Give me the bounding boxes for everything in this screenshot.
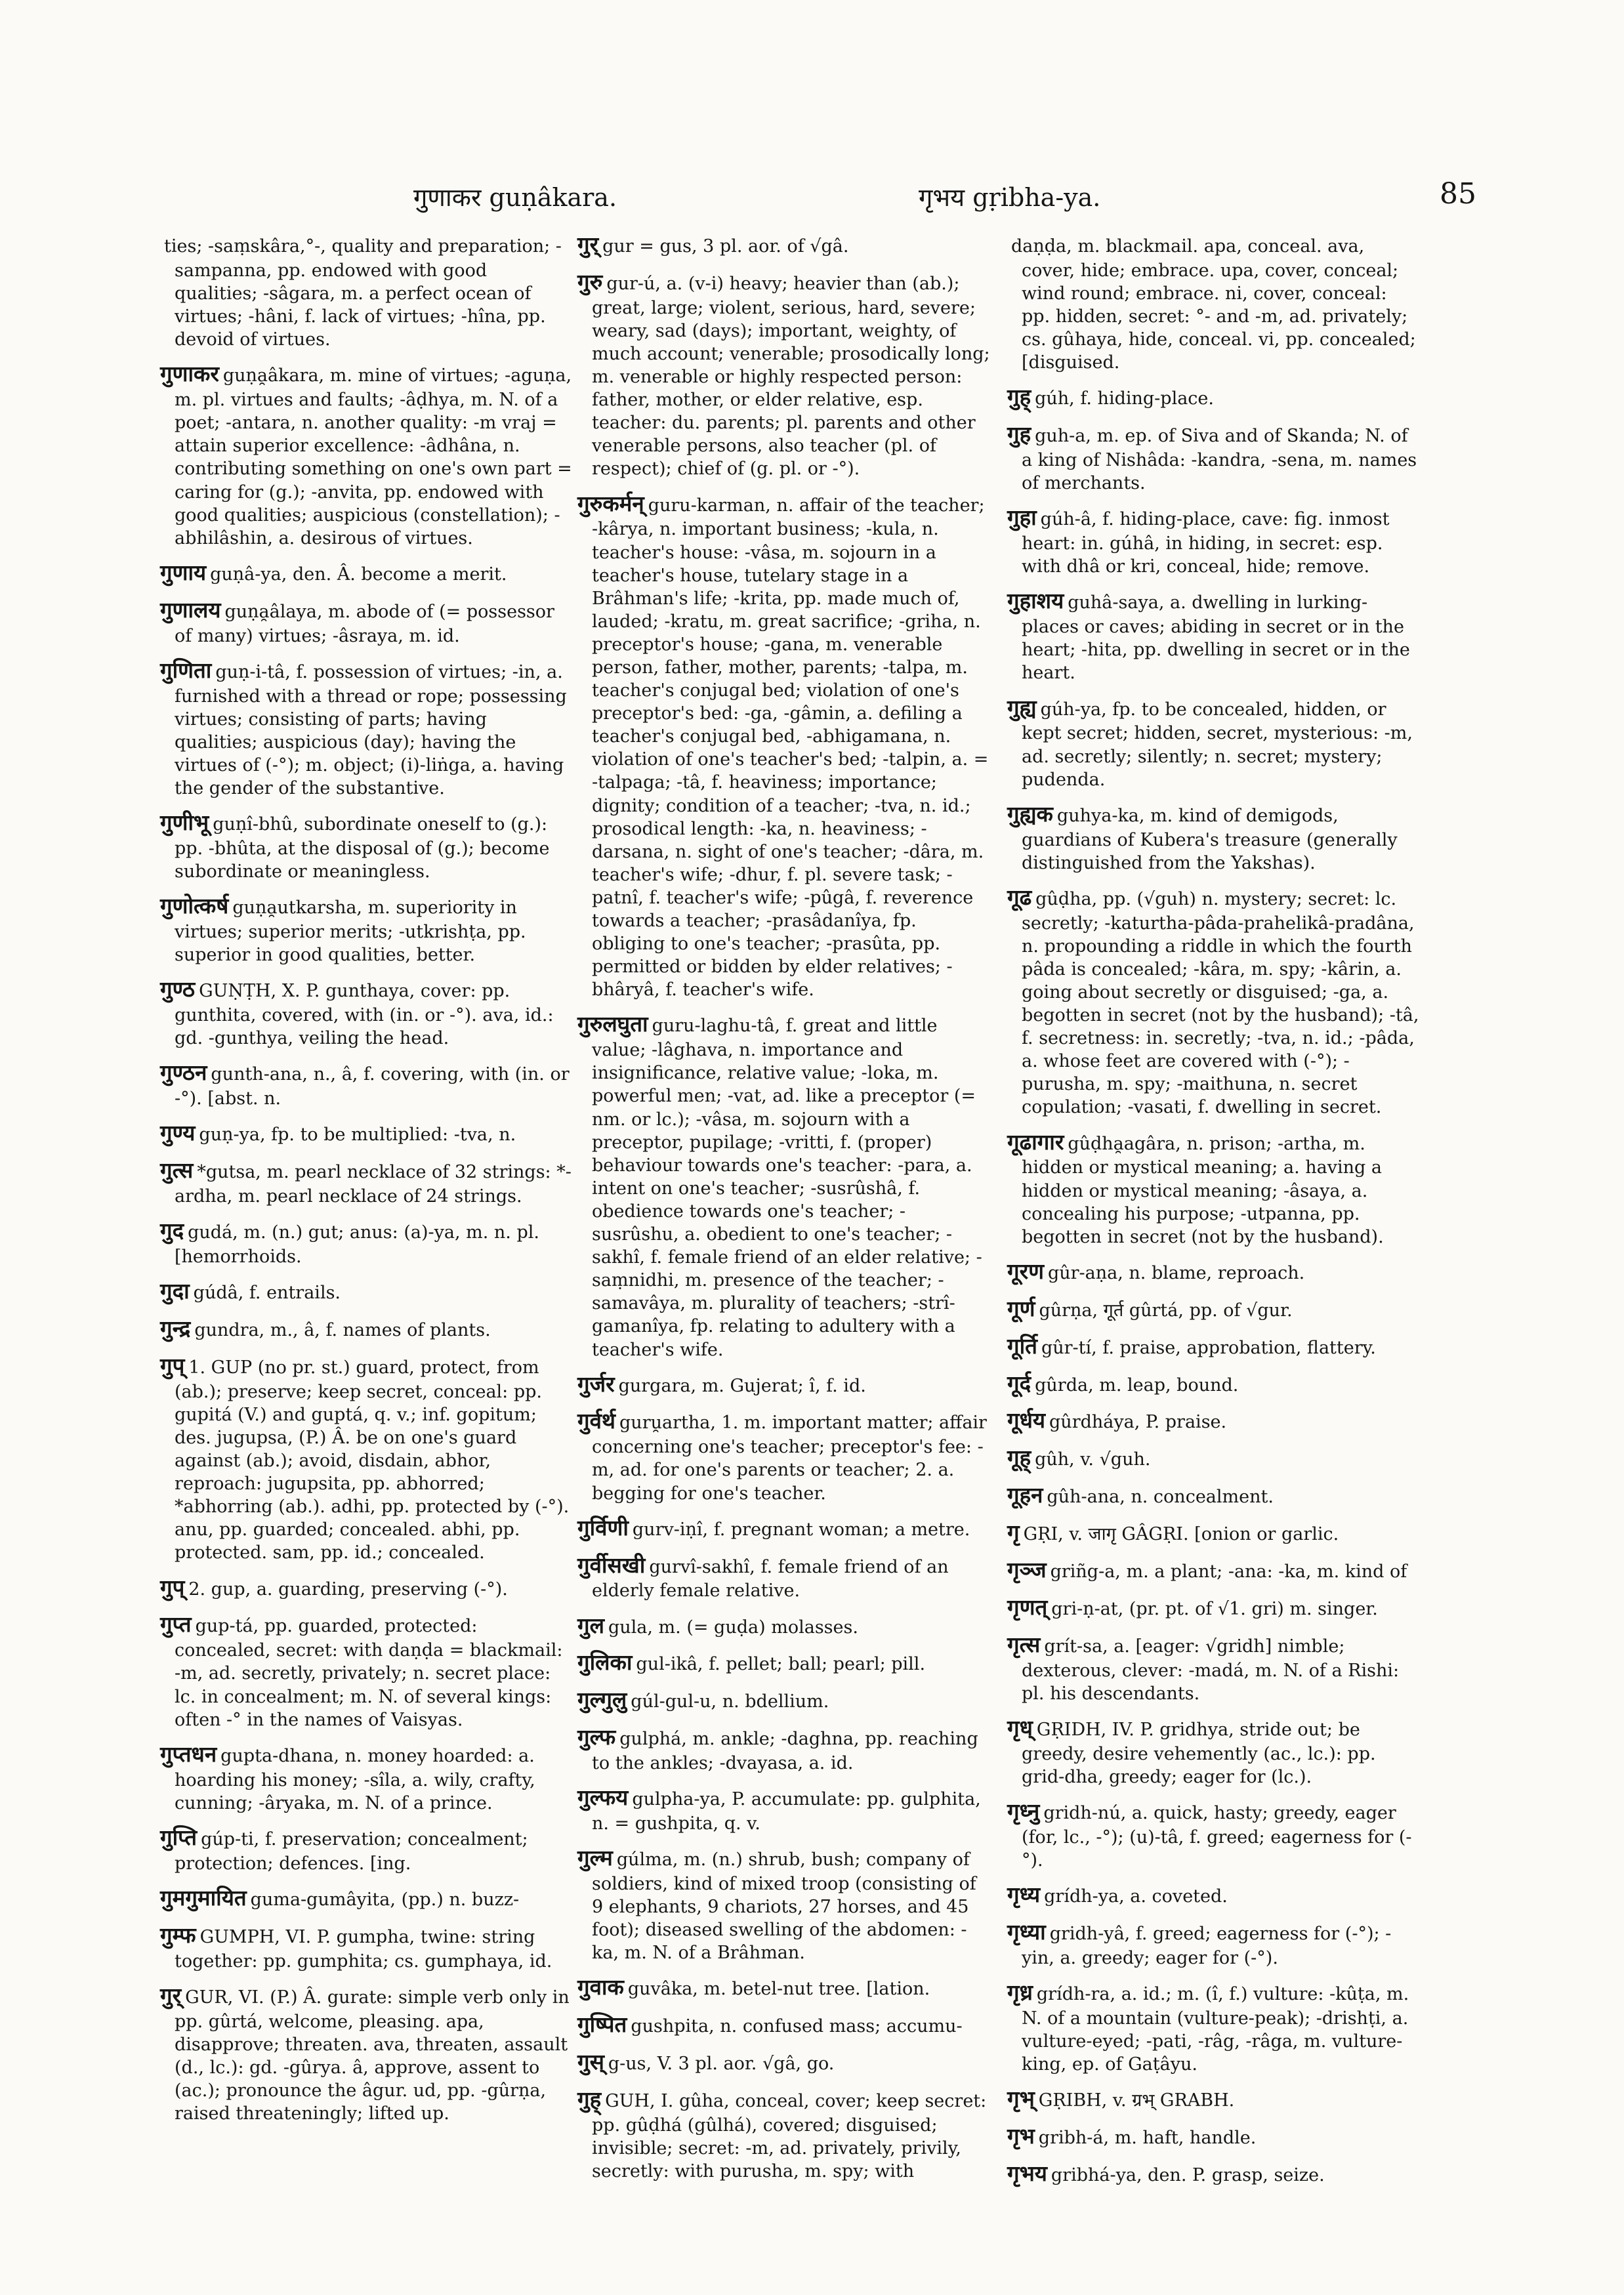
dictionary-entry bbox=[577, 1010, 991, 1361]
entry-transliteration: guru-karman, bbox=[648, 495, 771, 516]
entry-headword: गृध्र bbox=[1007, 1979, 1033, 2005]
entry-headword: गुह् bbox=[1007, 384, 1031, 410]
entry-transliteration: gulphá, bbox=[619, 1729, 687, 1750]
dictionary-entry bbox=[1007, 1128, 1421, 1249]
entry-transliteration: gûr-tí, bbox=[1041, 1337, 1097, 1358]
entry-headword: गुरुकर्मन् bbox=[577, 490, 644, 516]
entry-headword: गुस् bbox=[577, 2049, 604, 2075]
entry-definition: f. possession of virtues; -in, a. furnished with a thread or rope; possessing virtues; consisting of parts; having qualities; auspicious (day); having the virtues of (-°); m. object; (i)-liṅga, a. having the gender of the substantive. bbox=[175, 661, 567, 798]
entry-transliteration: GUR, VI. (P.) Â. gurate: bbox=[185, 1987, 393, 2008]
entry-headword: गुरुलघुता bbox=[577, 1011, 648, 1037]
entry-definition: m., â, f. names of plants. bbox=[270, 1320, 491, 1341]
entry-headword: गुमगुमायित bbox=[160, 1884, 247, 1911]
entry-transliteration: grídh-ya, bbox=[1044, 1886, 1125, 1907]
entry-definition: m. leap, bound. bbox=[1099, 1375, 1239, 1396]
entry-transliteration: GṚI, v. जागृ GÂGṚI. bbox=[1023, 1524, 1189, 1545]
entry-transliteration: 2. gup, bbox=[188, 1579, 251, 1600]
entry-transliteration: gúdâ, bbox=[193, 1283, 244, 1304]
entry-headword: गुलिका bbox=[577, 1649, 633, 1676]
dictionary-entry bbox=[577, 2086, 991, 2183]
dictionary-entry bbox=[160, 1157, 573, 1208]
entry-definition: f. pellet; ball; pearl; pill. bbox=[709, 1654, 926, 1675]
dictionary-entry bbox=[160, 1741, 573, 1815]
dictionary-entry bbox=[577, 1407, 991, 1504]
entry-transliteration: gúh-â, bbox=[1040, 509, 1097, 530]
dictionary-entry bbox=[1007, 2122, 1421, 2151]
dictionary-entry bbox=[577, 1612, 991, 1640]
dictionary-entry bbox=[577, 231, 991, 259]
entry-definition: fp. to be concealed, hidden, or kept secret; hidden, secret, mysterious: -m, ad. secretly; silently; n. secret; mystery; pudenda. bbox=[1022, 699, 1413, 790]
page-header bbox=[223, 172, 1476, 218]
dictionary-entry bbox=[1007, 1631, 1421, 1705]
entry-definition: f. entrails. bbox=[249, 1283, 341, 1304]
entry-definition: heavy; heavier than (ab.); great, large; violent, serious, hard, severe; weary, sad (days); important, weighty, of much account; venerable; prosodically long; m. venerable or highly respected person: father, mother, or elder relative, esp. teacher: du. parents; pl. parents and other venerable persons, also teacher (pl. of respect); chief of (g. pl. or -°). bbox=[592, 273, 990, 480]
dictionary-entry bbox=[577, 490, 991, 1002]
entry-headword: गूरण bbox=[1007, 1258, 1044, 1284]
dictionary-entry bbox=[160, 231, 573, 351]
entry-definition: twine: string together: pp. gumphita; cs. gumphaya, id. bbox=[175, 1926, 552, 1972]
entry-headword: गृध्या bbox=[1007, 1918, 1046, 1945]
entry-headword: गुणालय bbox=[160, 596, 221, 623]
entry-definition: m. pearl necklace of 32 strings: *-ardha, m. pearl necklace of 24 strings. bbox=[175, 1162, 572, 1207]
dictionary-entry bbox=[577, 2011, 991, 2039]
entry-headword: गृभय bbox=[1007, 2160, 1047, 2186]
entry-transliteration: GṚIBH, v. ग्रभ् GRABH. bbox=[1038, 2090, 1235, 2111]
dictionary-entry bbox=[577, 2048, 991, 2077]
entry-definition: m. a plant; -ana: -ka, m. kind of bbox=[1126, 1561, 1407, 1582]
entry-headword: गृध्य bbox=[1007, 1881, 1041, 1907]
entry-transliteration: gudá, bbox=[188, 1222, 238, 1243]
entry-headword: गूह् bbox=[1007, 1445, 1031, 1471]
dictionary-entry bbox=[1007, 1444, 1421, 1472]
entry-definition: m. mine of virtues; -aguṇa, m. pl. virtues and faults; -âḍhya, m. N. of a poet; -antara, n. another quality: -m vraj = attain superior excellence: -âdhâna, n. contributing something on one's own part = caring for (g.); -anvita, pp. endowed with good qualities; auspicious (constellation); -abhilâshin, a. desirous of virtues. bbox=[175, 365, 572, 548]
dictionary-entry bbox=[1007, 2085, 1421, 2113]
entry-headword: गृभ bbox=[1007, 2122, 1035, 2149]
dictionary-entry bbox=[1007, 504, 1421, 578]
entry-headword: गुणिता bbox=[160, 657, 212, 683]
entry-definition: a. dwelling in lurking-places or caves; abiding in secret or in the heart; -hita, pp. dwelling in secret or in the heart. bbox=[1022, 592, 1410, 684]
entry-transliteration: gulpha-ya, bbox=[632, 1789, 726, 1810]
entry-definition: f. great and little value; -lâghava, n. importance and insignificance, relative value; -loka, m. powerful men; -vat, ad. like a preceptor (= nm. or lc.); -vâsa, m. sojourn with a preceptor, pupilage; -vritti, f. (proper) behaviour towards one's teacher: -para, a. intent on one's teacher; -susrûshâ, f. obedience towards one's teacher; -susrûshu, a. obedient to one's teacher; -sakhî, f. female friend of an elder relative; -saṃnidhi, m. presence of the teacher; -samavâya, m. plurality of teachers; -strî-gamanîya, fp. relating to adultery with a teacher's wife. bbox=[592, 1016, 982, 1360]
entry-transliteration: guvâka, bbox=[627, 1979, 698, 2000]
entry-transliteration: guṇa̯âlaya, bbox=[224, 601, 323, 622]
entry-headword: गुप् bbox=[160, 1352, 185, 1378]
entry-transliteration: gûr-aṇa, bbox=[1047, 1262, 1123, 1283]
dictionary-entry bbox=[1007, 1333, 1421, 1361]
dictionary-entry bbox=[1007, 1519, 1421, 1547]
dictionary-entry bbox=[160, 1315, 573, 1343]
entry-transliteration: gur = gus, bbox=[602, 236, 697, 257]
entry-headword: गुणाय bbox=[160, 559, 207, 585]
entry-headword: गुर्जर bbox=[577, 1371, 615, 1397]
entry-definition: m. betel-nut tree. [lation. bbox=[703, 1979, 930, 2000]
entry-transliteration: gurv-iṇî, bbox=[632, 1519, 709, 1540]
dictionary-entry bbox=[160, 809, 573, 883]
entry-transliteration: guṇa̯utkarsha, bbox=[232, 898, 363, 919]
entry-transliteration: gribh-á, bbox=[1038, 2127, 1110, 2148]
entry-definition: n., â, f. covering, with (in. or -°). [abst. n. bbox=[175, 1064, 570, 1109]
entry-transliteration: GUṆṬH, X. P. gunthaya, bbox=[199, 981, 415, 1002]
dictionary-entry bbox=[577, 1784, 991, 1835]
entry-headword: गुण्ठ bbox=[160, 976, 196, 1003]
entry-transliteration: g-us, bbox=[608, 2054, 652, 2075]
dictionary-entry bbox=[577, 1552, 991, 1603]
entry-transliteration: gurvî-sakhî, bbox=[649, 1556, 755, 1577]
entry-definition: fp. to be multiplied: -tva, n. bbox=[271, 1125, 516, 1146]
dictionary-entry bbox=[160, 1611, 573, 1731]
entry-headword: गुल्म bbox=[577, 1845, 613, 1871]
entry-definition: P. praise. bbox=[1145, 1412, 1227, 1433]
entry-transliteration: gribhá-ya, bbox=[1051, 2164, 1142, 2185]
entry-headword: गुण्य bbox=[160, 1120, 196, 1146]
entry-definition: n. bdellium. bbox=[722, 1691, 829, 1712]
dictionary-entry bbox=[577, 268, 991, 481]
entry-headword: गुत्स bbox=[160, 1157, 194, 1184]
entry-definition: daṇḍa, m. blackmail. apa, conceal. ava, cover, hide; embrace. upa, cover, conceal; wind round; embrace. ni, cover, conceal: pp. hidden, secret: °- and -m, ad. privately; cs. gûhaya, hide, conceal. vi, pp. concealed; [disguised. bbox=[1011, 236, 1416, 373]
dictionary-entry bbox=[160, 360, 573, 550]
entry-definition: a. guarding, preserving (-°). bbox=[256, 1579, 508, 1600]
entry-headword: गुरु bbox=[577, 268, 603, 295]
entry-definition: pp. of √gur. bbox=[1189, 1300, 1293, 1321]
dictionary-entry bbox=[577, 1844, 991, 1964]
entry-definition: P. accumulate: pp. gulphita, n. = gushpita, q. v. bbox=[592, 1789, 981, 1834]
entry-headword: गुल bbox=[577, 1612, 604, 1638]
header-left-guideword: गुणाकर guṇâkara. bbox=[413, 183, 617, 212]
entry-transliteration: guṇ-ya, bbox=[199, 1125, 266, 1146]
dictionary-entry bbox=[577, 1514, 991, 1542]
entry-transliteration: gûḍha, bbox=[1035, 888, 1098, 909]
entry-headword: गुर् bbox=[160, 1982, 182, 2008]
dictionary-entry bbox=[1007, 231, 1421, 374]
entry-headword: गुर्वीसखी bbox=[577, 1552, 646, 1578]
entry-definition: den. P. grasp, seize. bbox=[1148, 2164, 1325, 2185]
entry-definition: m. (n.) gut; anus: (a)-ya, m. n. pl. [hemorrhoids. bbox=[175, 1222, 539, 1268]
entry-definition: [onion or garlic. bbox=[1194, 1524, 1339, 1545]
entry-definition: ties; -saṃskâra,°-, quality and preparation; -sampanna, pp. endowed with good qualities; -sâgara, m. a perfect ocean of virtues; -hâni, f. lack of virtues; -hîna, pp. devoid of virtues. bbox=[164, 236, 562, 350]
entry-headword: गुह्यक bbox=[1007, 800, 1053, 827]
entry-headword: गुहाशय bbox=[1007, 588, 1064, 614]
dictionary-entry bbox=[160, 559, 573, 587]
entry-headword: गुर्विणी bbox=[577, 1514, 629, 1540]
dictionary-entry bbox=[577, 1724, 991, 1775]
entry-transliteration: gûrdháya, bbox=[1049, 1412, 1140, 1433]
entry-headword: गुन्द्र bbox=[160, 1315, 191, 1342]
entry-definition: f. greed; eagerness for (-°); -yin, a. greedy; eager for (-°). bbox=[1022, 1923, 1392, 1968]
entry-transliteration: gûrda, bbox=[1035, 1375, 1094, 1396]
entry-definition: n. affair of the teacher; -kârya, n. important business; -kula, n. teacher's house: -vâsa, m. sojourn in a teacher's house, tutelary stage in a Brâhman's life; -krita, pp. made much of, lauded; -kratu, m. great sacrifice; -griha, n. preceptor's house; -gana, m. venerable person, father, mother, parents; -talpa, m. teacher's conjugal bed; violation of one's preceptor's bed: -ga, -gâmin, a. defiling a teacher's conjugal bed, -abhigamana, n. violation of one's teacher's bed; -talpin, a. = -talpaga; -tâ, f. heaviness; importance; dignity; condition of a teacher; -tva, n. id.; prosodical length: -ka, n. heaviness; -darsana, n. sight of one's teacher; -dâra, m. teacher's wife; -dhur, f. pl. severe task; -patnî, f. teacher's wife; -pûgâ, f. reverence towards a teacher; -prasâdanîya, fp. obliging to one's teacher; -prasûta, pp. permitted or bidden by elder relatives; -bhâryâ, f. teacher's wife. bbox=[592, 495, 989, 1001]
entry-definition: conceal, cover; keep secret: pp. gûḍhá (gûlhá), covered; disguised; invisible; secret: -m, ad. privately, privily, secretly: with purusha, m. spy; with bbox=[592, 2091, 987, 2182]
entry-headword: गुह्य bbox=[1007, 694, 1037, 720]
dictionary-entry bbox=[160, 1277, 573, 1306]
entry-transliteration: guhya-ka, bbox=[1056, 805, 1145, 826]
entry-transliteration: gurgara, bbox=[618, 1375, 697, 1396]
entry-headword: गुद bbox=[160, 1218, 184, 1244]
dictionary-entry bbox=[1007, 1714, 1421, 1788]
dictionary-entry bbox=[577, 1686, 991, 1714]
dictionary-entry bbox=[1007, 383, 1421, 411]
dictionary-entry bbox=[160, 1982, 573, 2125]
entry-transliteration: gup-tá, bbox=[195, 1616, 259, 1637]
entry-transliteration: gûrṇa, गूर्त gûrtá, bbox=[1039, 1300, 1184, 1321]
entry-definition: a. quick, hasty; greedy, eager (for, lc., -°); (u)-tâ, f. greed; eagerness for (-°). bbox=[1022, 1802, 1412, 1871]
entry-headword: गूर्धय bbox=[1007, 1407, 1046, 1434]
entry-transliteration: gúh, bbox=[1035, 388, 1075, 409]
entry-headword: गुप्त bbox=[160, 1611, 192, 1638]
entry-definition: m. haft, handle. bbox=[1114, 2127, 1257, 2148]
entry-headword: गुणाकर bbox=[160, 361, 219, 387]
dictionary-entry bbox=[1007, 1370, 1421, 1398]
entry-transliteration: guma-gumâyita, bbox=[250, 1889, 396, 1910]
entry-transliteration: gûḍha̯agâra, bbox=[1068, 1133, 1181, 1154]
entry-definition: m. (= guḍa) molasses. bbox=[658, 1617, 858, 1638]
dictionary-entry bbox=[160, 1922, 573, 1973]
entry-definition: m. superiority in virtues; superior merits; -utkrishṭa, pp. superior in good qualities, better. bbox=[175, 898, 526, 966]
entry-definition: m. ep. of Siva and of Skanda; N. of a king of Nishâda: -kandra, -sena, m. names of merchants. bbox=[1022, 426, 1417, 494]
entry-definition: pp. (√guh) n. mystery; secret: lc. secretly; -katurtha-pâda-prahelikâ-pradâna, n. propounding a riddle in which the fourth pâda is concealed; -kâra, m. spy; -kârin, a. going about secretly or disguised; -ga, a. begotten in secret (not by the husband); -tâ, f. secretness: in. secretly; -tva, n. id.; -pâda, a. whose feet are covered with (-°); -purusha, m. spy; -maithuna, n. secret copulation; -vasati, f. dwelling in secret. bbox=[1022, 888, 1419, 1118]
entry-definition: n. confused mass; accumu- bbox=[720, 2016, 963, 2037]
dictionary-entry bbox=[1007, 1481, 1421, 1510]
entry-definition: v. √guh. bbox=[1080, 1449, 1151, 1470]
entry-transliteration: gula, bbox=[608, 1617, 653, 1638]
entry-headword: गृभ् bbox=[1007, 2086, 1035, 2112]
entry-headword: गुल्फ bbox=[577, 1724, 616, 1750]
entry-transliteration: GUMPH, VI. P. gumpha, bbox=[199, 1926, 415, 1947]
entry-definition: f. hiding-place, cave: fig. inmost heart: in. gúhâ, in hiding, in secret: esp. with dhâ or kri, conceal, hide; remove. bbox=[1022, 509, 1390, 577]
entry-definition: cover: pp. gunthita, covered, with (in. or -°). ava, id.: gd. -gunthya, veiling the head. bbox=[175, 981, 554, 1049]
dictionary-entry bbox=[1007, 1979, 1421, 2076]
entry-definition: n. blame, reproach. bbox=[1129, 1262, 1305, 1283]
entry-headword: गुम्फ bbox=[160, 1922, 196, 1948]
entry-transliteration: gri-ṇ-at, bbox=[1051, 1598, 1124, 1619]
entry-headword: गृध् bbox=[1007, 1714, 1033, 1741]
entry-headword: गुह bbox=[1007, 421, 1031, 447]
dictionary-entry bbox=[160, 1824, 573, 1875]
entry-headword: गुष्पित bbox=[577, 2012, 627, 2038]
dictionary-entry bbox=[577, 1649, 991, 1677]
entry-definition: den. Â. become a merit. bbox=[292, 564, 507, 585]
entry-headword: गुहा bbox=[1007, 505, 1037, 531]
entry-definition: m. ankle; -daghna, pp. reaching to the ankles; -dvayasa, a. id. bbox=[592, 1729, 978, 1774]
entry-transliteration: GUH, I. gûha, bbox=[605, 2091, 730, 2112]
entry-transliteration: gunth-ana, bbox=[211, 1064, 308, 1085]
entry-transliteration: 1. GUP (no pr. st.) bbox=[188, 1357, 350, 1378]
entry-definition: m. Gujerat; î, f. id. bbox=[701, 1375, 866, 1396]
entry-transliteration: guṇî-bhû, bbox=[213, 814, 299, 835]
entry-transliteration: gur-ú, a. (v-i) bbox=[606, 273, 724, 294]
dictionary-entry bbox=[1007, 800, 1421, 875]
dictionary-entry bbox=[1007, 587, 1421, 684]
entry-headword: गुल्गुलु bbox=[577, 1687, 627, 1713]
entry-headword: गुणोत्कर्ष bbox=[160, 893, 229, 919]
dictionary-entry bbox=[1007, 694, 1421, 791]
dictionary-entry bbox=[160, 1119, 573, 1148]
entry-headword: गुणीभू bbox=[160, 810, 209, 836]
entry-transliteration: griñg-a, bbox=[1050, 1561, 1121, 1582]
entry-definition: m. abode of (= possessor of many) virtues; -âsraya, m. id. bbox=[175, 601, 554, 646]
entry-definition: f. hiding-place. bbox=[1080, 388, 1214, 409]
entry-transliteration: guhâ-saya, bbox=[1068, 592, 1165, 613]
entry-definition: a. coveted. bbox=[1130, 1886, 1228, 1907]
entry-headword: गुण्ठन bbox=[160, 1060, 207, 1086]
dictionary-entry bbox=[160, 976, 573, 1050]
entry-headword: गृत्स bbox=[1007, 1631, 1041, 1657]
entry-definition: f. female friend of an elderly female relative. bbox=[592, 1556, 949, 1602]
entry-transliteration: guru̯artha, bbox=[619, 1413, 716, 1434]
entry-definition: m. kind of demigods, guardians of Kubera's treasure (generally distinguished from the Yakshas). bbox=[1022, 805, 1398, 873]
entry-transliteration: gupta-dhana, bbox=[220, 1745, 340, 1766]
entry-transliteration: gúh-ya, bbox=[1040, 699, 1107, 720]
entry-headword: गुप्ति bbox=[160, 1824, 198, 1850]
entry-headword: गूढ bbox=[1007, 884, 1032, 910]
dictionary-entry bbox=[160, 1217, 573, 1268]
entry-headword: गुह् bbox=[577, 2086, 602, 2113]
dictionary-entry bbox=[1007, 1798, 1421, 1872]
entry-headword: गुल्फय bbox=[577, 1785, 629, 1811]
entry-transliteration: grít-sa, bbox=[1044, 1636, 1108, 1657]
page-number: 85 bbox=[1440, 177, 1476, 211]
entry-headword: गुदा bbox=[160, 1278, 190, 1304]
entry-headword: गृणत् bbox=[1007, 1594, 1048, 1620]
dictionary-entry bbox=[1007, 1594, 1421, 1622]
entry-definition: stride out; be greedy, desire vehemently (ac., lc.): pp. grid-dha, greedy; eager for (lc.). bbox=[1022, 1719, 1376, 1787]
entry-definition: (pp.) n. buzz- bbox=[401, 1889, 520, 1910]
dictionary-entry bbox=[160, 596, 573, 648]
entry-definition: n. concealment. bbox=[1131, 1487, 1274, 1508]
entry-definition: f. praise, approbation, flattery. bbox=[1102, 1337, 1376, 1358]
entry-definition: f. pregnant woman; a metre. bbox=[713, 1519, 970, 1540]
dictionary-entry bbox=[1007, 1258, 1421, 1286]
entry-definition: n. prison; -artha, m. hidden or mystical meaning; a. having a hidden or mystical meaning; -âsaya, a. concealing his purpose; -utpanna, pp. begotten in secret (not by the husband). bbox=[1022, 1133, 1384, 1247]
dictionary-entry bbox=[577, 1974, 991, 2002]
entry-transliteration: GṚIDH, IV. P. gridhya, bbox=[1036, 1719, 1234, 1740]
entry-transliteration: gushpita, bbox=[631, 2016, 715, 2037]
column-1 bbox=[160, 231, 573, 2134]
entry-definition: 3 pl. aor. of √gâ. bbox=[703, 236, 849, 257]
dictionary-entry bbox=[1007, 1295, 1421, 1323]
entry-headword: गूहन bbox=[1007, 1482, 1043, 1508]
entry-definition: pp. guarded, protected: concealed, secret: with daṇḍa = blackmail: -m, ad. secretly, privately; n. secret place: lc. in concealment; m. N. of several kings: often -° in the names of Vaisyas. bbox=[175, 1616, 563, 1730]
entry-transliteration: grídh-ra, bbox=[1036, 1983, 1116, 2004]
dictionary-entry bbox=[1007, 2160, 1421, 2188]
dictionary-entry bbox=[160, 892, 573, 966]
entry-transliteration: gûh-ana, bbox=[1047, 1487, 1125, 1508]
dictionary-entry bbox=[577, 1371, 991, 1399]
entry-headword: गुर् bbox=[577, 232, 599, 257]
entry-headword: गृ bbox=[1007, 1520, 1020, 1546]
entry-definition: V. 3 pl. aor. √gâ, go. bbox=[657, 2054, 835, 2075]
entry-definition: n. money hoarded: a. hoarding his money; -sîla, a. wily, crafty, cunning; -âryaka, m. N. of a prince. bbox=[175, 1745, 535, 1813]
entry-transliteration: guṇa̯âkara, bbox=[222, 365, 325, 386]
entry-transliteration: gridh-yâ, bbox=[1049, 1923, 1131, 1944]
entry-definition: f. preservation; concealment; protection; defences. [ing. bbox=[175, 1829, 528, 1874]
entry-definition: a. [eager: √gridh] nimble; dexterous, clever: -madá, m. N. of a Rishi: pl. his descendants. bbox=[1022, 1636, 1400, 1704]
dictionary-entry bbox=[160, 657, 573, 800]
entry-headword: गृञ्ज bbox=[1007, 1556, 1047, 1582]
entry-headword: गूर्द bbox=[1007, 1370, 1031, 1396]
entry-headword: गुप् bbox=[160, 1574, 185, 1600]
dictionary-entry bbox=[1007, 884, 1421, 1119]
entry-definition: m. (n.) shrub, bush; company of soldiers, kind of mixed troop (consisting of 9 elephants, 9 chariots, 27 horses, and 45 foot); diseased swelling of the abdomen: -ka, m. N. of a Brâhman. bbox=[592, 1850, 976, 1964]
dictionary-entry bbox=[1007, 421, 1421, 495]
entry-transliteration: gundra, bbox=[194, 1320, 265, 1341]
dictionary-entry bbox=[1007, 1556, 1421, 1584]
entry-headword: गूर्ण bbox=[1007, 1295, 1035, 1321]
column-2 bbox=[577, 231, 991, 2192]
dictionary-entry bbox=[1007, 1407, 1421, 1435]
entry-headword: गुप्तधन bbox=[160, 1741, 217, 1767]
column-3 bbox=[1007, 231, 1421, 2197]
dictionary-entry bbox=[160, 1059, 573, 1110]
entry-transliteration: gúl-gul-u, bbox=[631, 1691, 717, 1712]
entry-transliteration: guh-a, bbox=[1035, 426, 1091, 447]
dictionary-entry bbox=[1007, 1881, 1421, 1909]
entry-headword: गृध्नु bbox=[1007, 1798, 1040, 1824]
entry-definition: 1. m. important matter; affair concerning one's teacher; preceptor's fee: -m, ad. for one's parents or teacher; 2. a. begging for one's teacher. bbox=[592, 1413, 987, 1504]
dictionary-entry bbox=[160, 1352, 573, 1565]
entry-definition: simple verb only in pp. gûrtá, welcome, pleasing. apa, disapprove; threaten. ava, threaten, assault (d., lc.): gd. -gûrya. â, approve, assent to (ac.); pronounce the âgur. ud, pp. -gûrṇa, raised threateningly; lifted up. bbox=[175, 1987, 570, 2124]
entry-transliteration: guṇ-i-tâ, bbox=[215, 661, 291, 682]
dictionary-entry bbox=[1007, 1918, 1421, 1970]
entry-transliteration: guṇâ-ya, bbox=[210, 564, 287, 585]
entry-headword: गुवाक bbox=[577, 1974, 624, 2000]
entry-definition: a. id.; m. (î, f.) vulture: -kûṭa, m. N. of a mountain (vulture-peak); -drishṭi, a. vulture-eyed; -pati, -râg, -râga, m. vulture-king, ep. of Gaṭâyu. bbox=[1022, 1983, 1409, 2075]
entry-transliteration: gûh, bbox=[1035, 1449, 1075, 1470]
entry-transliteration: gridh-nú, bbox=[1043, 1802, 1127, 1823]
entry-definition: guard, protect, from (ab.); preserve; keep secret, conceal: pp. gupitá (V.) and guptá, q. v.; inf. gopitum; des. jugupsa, (P.) Â. be on one's guard against (ab.); avoid, disdain, abhor, reproach: jugupsita, pp. abhorred; *abhorring (ab.). adhi, pp. protected by (-°). anu, pp. guarded; concealed. abhi, pp. protected. sam, pp. id.; concealed. bbox=[175, 1357, 570, 1563]
entry-transliteration: gul-ikâ, bbox=[636, 1654, 703, 1675]
entry-transliteration: guru-laghu-tâ, bbox=[652, 1016, 781, 1037]
entry-transliteration: gúp-ti, bbox=[201, 1829, 260, 1850]
dictionary-entry bbox=[160, 1884, 573, 1912]
entry-transliteration: *gutsa, bbox=[197, 1162, 261, 1183]
entry-definition: subordinate oneself to (g.): pp. -bhûta, at the disposal of (g.); become subordinate or meaningless. bbox=[175, 814, 550, 882]
entry-definition: (pr. pt. of √1. gri) m. singer. bbox=[1129, 1598, 1378, 1619]
entry-transliteration: gúlma, bbox=[616, 1850, 678, 1871]
entry-headword: गूर्ति bbox=[1007, 1333, 1037, 1359]
entry-headword: गुर्वर्थ bbox=[577, 1408, 616, 1434]
entry-headword: गूढागार bbox=[1007, 1128, 1064, 1155]
dictionary-entry bbox=[160, 1574, 573, 1602]
header-right-guideword: गृभय gṛibha-ya. bbox=[919, 183, 1101, 212]
